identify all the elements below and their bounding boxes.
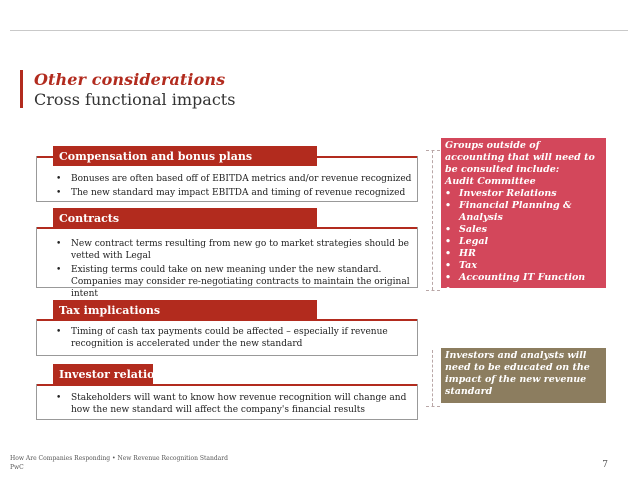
list-item: • Sales [445, 224, 602, 236]
list-item: • Accounting IT Function [445, 272, 602, 284]
connector-line [432, 350, 433, 406]
connector-line [426, 150, 440, 151]
investors-box [441, 348, 606, 403]
section-label: Compensation and bonus plans [53, 146, 317, 166]
bullet-list [56, 238, 412, 302]
list-item: • Legal [445, 236, 602, 248]
section-label: Investor relations [53, 364, 153, 384]
section-tax [36, 300, 418, 356]
list-item: • Stakeholders will want to know how revenue recognition will change and how the new standard will affect the company's financial results [56, 392, 412, 416]
section-label: Contracts [53, 208, 317, 228]
groups-intro: Groups outside of accounting that will need to be consulted include: [445, 140, 595, 175]
footer-company: PwC [10, 464, 24, 471]
investors-text: Investors and analysts will need to be educated on the impact of the new revenue standard [445, 350, 590, 397]
groups-first: Audit Committee [445, 176, 536, 187]
slide-subtitle: Cross functional impacts [34, 90, 236, 109]
connector-line [432, 150, 433, 290]
slide-title: Other considerations [34, 70, 226, 89]
connector-line [426, 406, 440, 407]
list-item: • Timing of cash tax payments could be affected – especially if revenue recognition is accelerated under the new standard [56, 326, 412, 350]
section-label: Tax implications [53, 300, 317, 320]
footer-source: How Are Companies Responding • New Revenue Recognition Standard [10, 455, 228, 462]
list-item: • The new standard may impact EBITDA and timing of revenue recognized [56, 187, 412, 199]
page-number: 7 [602, 460, 608, 470]
section-rule [36, 384, 418, 386]
list-item: • Existing terms could take on new meaning under the new standard. Companies may consider re-negotiating contracts to maintain the original intent [56, 264, 412, 300]
groups-consulted-box [441, 138, 606, 288]
section-investor-relations [36, 364, 418, 420]
list-item: • Bonuses are often based off of EBITDA metrics and/or revenue recognized [56, 173, 412, 185]
list-item: • Investor Relations [445, 188, 602, 200]
section-compensation [36, 146, 418, 202]
connector-line [426, 290, 440, 291]
bullet-list [56, 392, 412, 418]
bullet-list [56, 173, 412, 201]
list-item: • Financial Planning & Analysis [445, 200, 602, 224]
list-item: • Tax [445, 260, 602, 272]
title-accent-bar [20, 70, 23, 108]
list-item: • New contract terms resulting from new go to market strategies should be vetted with Legal [56, 238, 412, 262]
bullet-list [56, 326, 412, 352]
header-rule [10, 30, 628, 31]
list-item: • HR [445, 248, 602, 260]
section-contracts [36, 208, 418, 299]
